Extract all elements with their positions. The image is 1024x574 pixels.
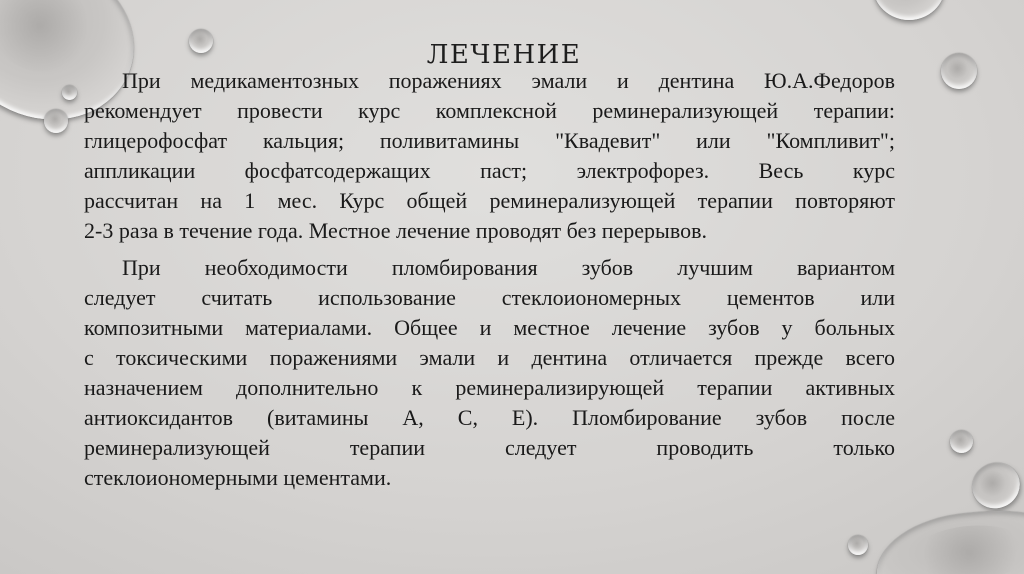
text-line: антиоксидантов (витамины А, С, Е). Пломбирование зубов после <box>84 405 895 430</box>
slide-title: ЛЕЧЕНИЕ <box>426 40 582 71</box>
bubble-decoration-tiny-left <box>62 85 77 100</box>
body-text <box>84 66 895 493</box>
bubble-decoration-tiny-bottomright <box>848 535 868 555</box>
bubble-decoration-partial-topright <box>873 0 945 20</box>
text-line: с токсическими поражениями эмали и дентина отличается прежде всего <box>84 345 895 370</box>
text-line: рассчитан на 1 мес. Курс общей реминерализующей терапии повторяют <box>84 188 895 213</box>
text-line: 2-3 раза в течение года. Местное лечение проводят без перерывов. <box>84 218 707 243</box>
text-line: композитными материалами. Общее и местное лечение зубов у больных <box>84 315 895 340</box>
bubble-decoration-right-oval <box>965 455 1024 516</box>
paragraph-2 <box>84 253 895 493</box>
text-line: глицерофосфат кальция; поливитамины "Квадевит" или "Компливит"; <box>84 128 895 153</box>
bubble-decoration-small-left <box>44 109 68 133</box>
text-line: При медикаментозных поражениях эмали и дентина Ю.А.Федоров <box>122 68 895 93</box>
text-line: назначением дополнительно к реминерализирующей терапии активных <box>84 375 895 400</box>
bubble-decoration-right-mid <box>950 430 973 453</box>
text-line: реминерализующей терапии следует проводить только <box>84 435 895 460</box>
text-line: При необходимости пломбирования зубов лучшим вариантом <box>122 255 895 280</box>
text-line: рекомендует провести курс комплексной реминерализующей терапии: <box>84 98 895 123</box>
text-line: стеклоиономерными цементами. <box>84 465 392 490</box>
text-line: аппликации фосфатсодержащих паст; электрофорез. Весь курс <box>84 158 895 183</box>
paragraph-1 <box>84 66 895 246</box>
text-line: следует считать использование стеклоиономерных цементов или <box>84 285 895 310</box>
bubble-decoration-bean-bottomright <box>872 503 1024 574</box>
